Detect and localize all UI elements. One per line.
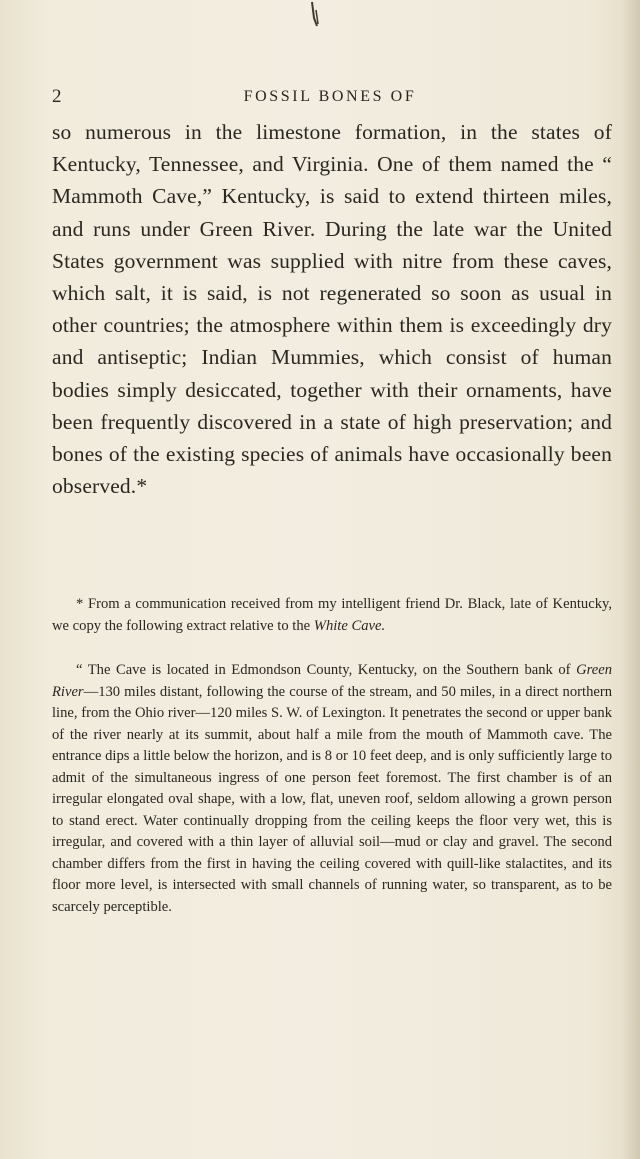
body-paragraph: [52, 116, 612, 502]
footnote-text: * From a communication received from my intelligent friend Dr. Black, late of Kentucky, we copy the following extract relative to the: [52, 596, 612, 634]
footnote-italic-title: White Cave.: [313, 617, 386, 634]
binding-mark-icon: [308, 0, 322, 30]
page-number: 2: [52, 86, 62, 107]
body-text-run: so numerous in the limestone formation, in the states of Kentucky, Tennessee, and Virginia. One of them named the “ Mammoth Cave,” Kentucky, is said to extend thirteen miles, and runs under Green River. During the late war the United States government was supplied with nitre from these caves, which salt, it is said, is not regenerated so soon as usual in other countries; the atmosphere within them is exceedingly dry and antiseptic; Indian Mummies, which consist of human bodies simply desiccated, together with their ornaments, have been frequently discovered in a state of high preservation; and bones of the existing species of animals have occasionally been observed.*: [52, 120, 612, 499]
footnote-intro: [52, 594, 612, 637]
footnote-quote: [52, 660, 612, 918]
footnote-italic-place: Green River: [52, 662, 612, 700]
footnote-text: “ The Cave is located in Edmondson County, Kentucky, on the Southern bank of: [76, 662, 577, 678]
footnote-text-continued: —130 miles distant, following the course of the stream, and 50 miles, in a direct northern line, from the Ohio river—120 miles S. W. of Lexington. It penetrates the second or upper bank of the river nearly at its summit, about half a mile from the mouth of Mammoth cave. The entrance dips a little below the horizon, and is 8 or 10 feet deep, and is only sufficiently large to admit of the simultaneous ingress of one person feet foremost. The first chamber is of an irregular elongated oval shape, with a low, flat, uneven roof, seldom allowing a grown person to stand erect. Water continually dropping from the ceiling keeps the floor very wet, this is irregular, and covered with a thin layer of alluvial soil—mud or clay and gravel. The second chamber differs from the first in having the ceiling covered with quill-like stalactites, and its floor more level, is intersected with small channels of running water, so transparent, as to be scarcely perceptible.: [52, 683, 612, 915]
page-edge-shadow: [622, 0, 640, 1159]
running-head: FOSSIL BONES OF: [243, 88, 417, 105]
